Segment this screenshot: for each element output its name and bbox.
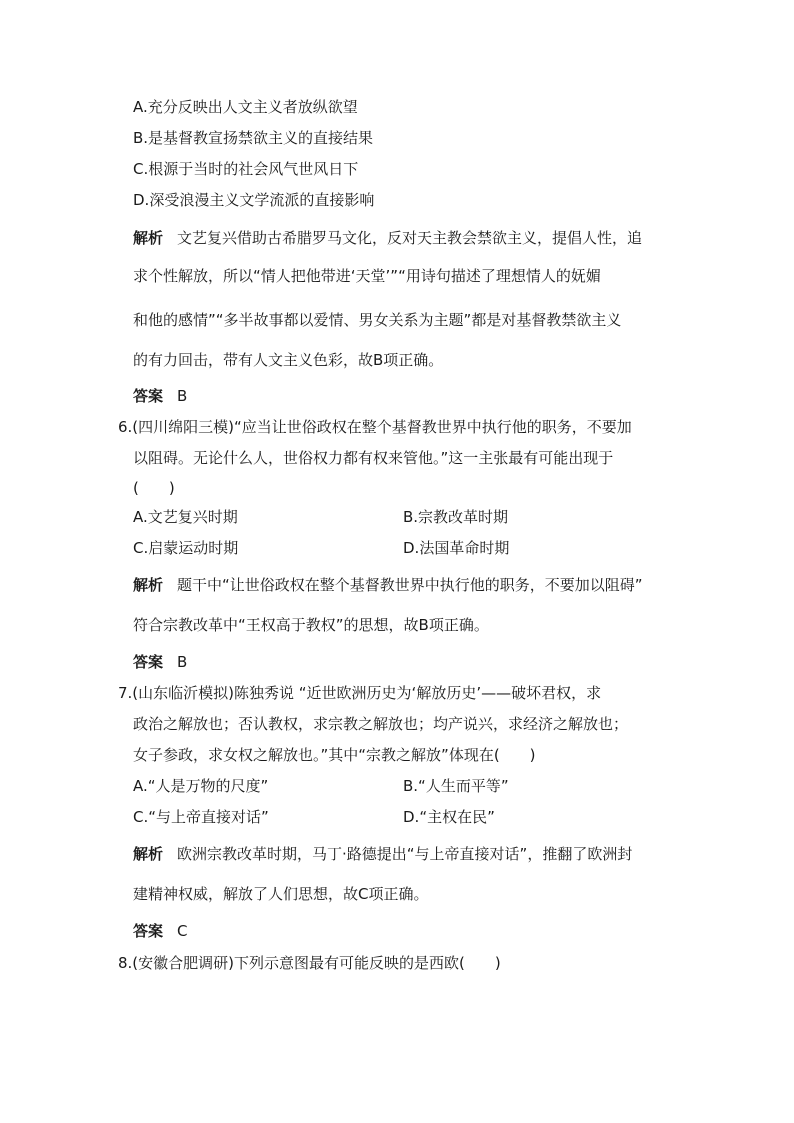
q7-analysis-line-2: 建精神权威，解放了人们思想，故C项正确。 (133, 885, 429, 903)
q7-stem-line-1: 7.(山东临沂模拟)陈独秀说 “近世欧洲历史为‘解放历史’——破坏君权，求 (118, 684, 602, 702)
q7-analysis-text-1: 欧洲宗教改革时期，马丁·路德提出“与上帝直接对话”，推翻了欧洲封 (177, 845, 633, 863)
q6-stem-line-1: 6.(四川绵阳三模)“应当让世俗政权在整个基督教世界中执行他的职务，不要加 (118, 418, 632, 436)
q7-option-b: B.“人生而平等” (403, 777, 509, 795)
q6-option-d: D.法国革命时期 (403, 539, 510, 557)
q7-option-d: D.“主权在民” (403, 808, 495, 826)
q7-analysis-label: 解析 (133, 845, 164, 863)
q7-answer (133, 921, 188, 941)
q7-answer-value: C (177, 922, 188, 940)
q7-stem-line-3: 女子参政，求女权之解放也。”其中“宗教之解放”体现在( ) (133, 746, 536, 764)
q6-answer (133, 652, 187, 672)
q5-answer-value: B (177, 387, 188, 405)
q8-stem: 8.(安徽合肥调研)下列示意图最有可能反映的是西欧( ) (118, 954, 501, 972)
q6-stem-line-2: 以阻碍。无论什么人，世俗权力都有权来管他。”这一主张最有可能出现于 (133, 449, 614, 467)
q6-option-a: A.文艺复兴时期 (133, 508, 238, 526)
q6-analysis-label: 解析 (133, 576, 164, 594)
q6-option-b: B.宗教改革时期 (403, 508, 509, 526)
q5-option-d: D.深受浪漫主义文学流派的直接影响 (133, 191, 375, 209)
q5-answer-label: 答案 (133, 387, 164, 405)
q5-analysis-label: 解析 (133, 229, 164, 247)
q5-option-b: B.是基督教宣扬禁欲主义的直接结果 (133, 129, 374, 147)
q7-option-c: C.“与上帝直接对话” (133, 808, 269, 826)
q6-analysis-line-2: 符合宗教改革中“王权高于教权”的思想，故B项正确。 (133, 616, 489, 634)
q5-option-a: A.充分反映出人文主义者放纵欲望 (133, 98, 358, 116)
q6-answer-value: B (177, 653, 188, 671)
q5-option-c: C.根源于当时的社会风气世风日下 (133, 160, 359, 178)
q7-stem-line-2: 政治之解放也；否认教权，求宗教之解放也；均产说兴，求经济之解放也； (133, 715, 629, 733)
q5-analysis-line-2: 求个性解放，所以“情人把他带进‘天堂’”“用诗句描述了理想情人的妩媚 (133, 267, 601, 285)
q7-analysis-line-1 (133, 844, 632, 864)
q5-analysis-line-1 (133, 228, 642, 248)
q7-answer-label: 答案 (133, 922, 164, 940)
q7-option-a: A.“人是万物的尺度” (133, 777, 269, 795)
q6-stem-line-3: ( ) (133, 479, 175, 497)
q6-answer-label: 答案 (133, 653, 164, 671)
q6-option-c: C.启蒙运动时期 (133, 539, 239, 557)
q6-analysis-text-1: 题干中“让世俗政权在整个基督教世界中执行他的职务，不要加以阻碍” (177, 576, 643, 594)
q5-analysis-text-1: 文艺复兴借助古希腊罗马文化，反对天主教会禁欲主义，提倡人性，追 (177, 229, 643, 247)
q5-analysis-line-4: 的有力回击，带有人文主义色彩，故B项正确。 (133, 351, 444, 369)
q6-analysis-line-1 (133, 575, 643, 595)
q5-answer (133, 386, 187, 406)
q5-analysis-line-3: 和他的感情”“多半故事都以爱情、男女关系为主题”都是对基督教禁欲主义 (133, 311, 622, 329)
